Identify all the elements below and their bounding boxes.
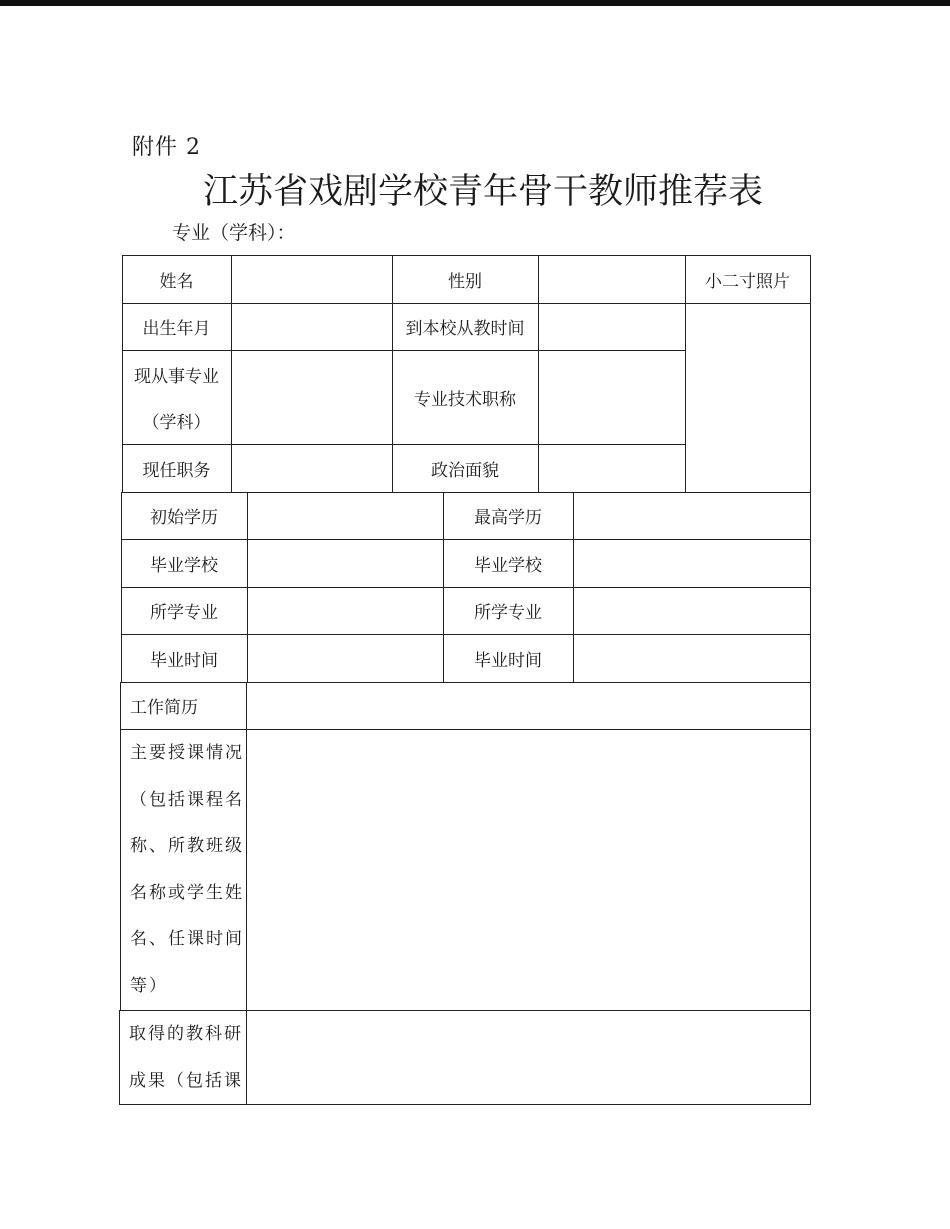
teaching-since-label: 到本校从教时间 — [405, 319, 525, 339]
table-rule — [573, 492, 574, 682]
gender-label: 性别 — [448, 271, 482, 292]
graduation-time-label: 毕业时间 — [150, 650, 218, 671]
highest-education-label: 最高学历 — [474, 508, 542, 528]
current-major-label — [122, 350, 231, 444]
current-major-line: 现从事专业 — [134, 367, 219, 387]
research-line: 成果（包括课 — [129, 1070, 243, 1091]
document-title: 江苏省戏剧学校青年骨干教师推荐表 — [202, 172, 763, 212]
studied-major-label: 所学专业 — [150, 603, 218, 623]
birth-date-label: 出生年月 — [142, 319, 211, 339]
table-rule — [810, 255, 811, 1105]
research-line: 取得的教科研 — [129, 1024, 243, 1044]
studied-major-label: 所学专业 — [474, 603, 542, 623]
table-rule — [119, 1104, 811, 1105]
major-subject-label: 专业（学科）： — [172, 222, 296, 244]
teaching-line: 主要授课情况 — [130, 743, 244, 763]
photo-label: 小二寸照片 — [705, 271, 790, 292]
table-rule — [119, 1010, 120, 1105]
graduation-time-label: 毕业时间 — [474, 650, 542, 671]
teaching-situation-label — [130, 730, 244, 1009]
graduation-school-label: 毕业学校 — [150, 555, 218, 576]
name-field — [232, 255, 392, 303]
current-major-line: （学科） — [142, 413, 211, 433]
work-history-label: 工作简历 — [130, 698, 198, 718]
professional-title-label: 专业技术职称 — [414, 389, 516, 410]
gender-field — [539, 255, 685, 303]
table-rule — [120, 682, 121, 1010]
table-rule — [246, 682, 247, 1105]
graduation-school-label: 毕业学校 — [474, 555, 542, 576]
teaching-line: 名称或学生姓 — [130, 882, 244, 903]
photo-area — [686, 304, 810, 492]
name-label: 姓名 — [159, 271, 194, 292]
initial-education-label: 初始学历 — [150, 508, 218, 528]
political-status-label: 政治面貌 — [431, 460, 499, 481]
attachment-label: 附件 2 — [132, 135, 201, 160]
teaching-line: 名、任课时间 — [130, 929, 244, 949]
page-top-edge — [0, 0, 950, 6]
teaching-line: （包括课程名 — [130, 789, 244, 810]
table-rule — [247, 492, 248, 682]
teaching-line: 等） — [130, 975, 168, 996]
current-position-label: 现任职务 — [142, 460, 211, 481]
research-achievements-label — [129, 1011, 243, 1104]
teaching-line: 称、所教班级 — [130, 836, 244, 856]
